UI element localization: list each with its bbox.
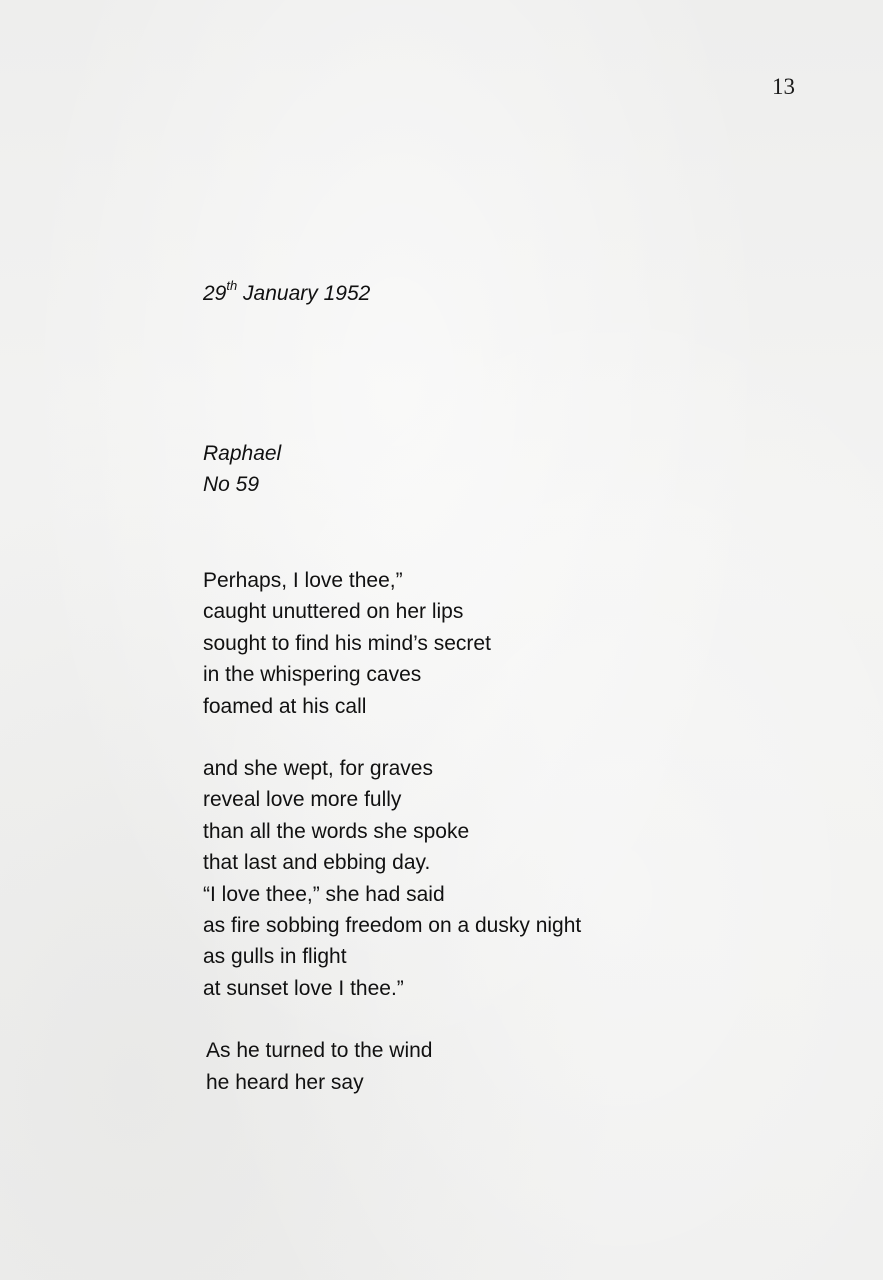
poem-line: sought to find his mind’s secret (203, 631, 491, 655)
poem-stanza-1 (203, 565, 581, 722)
poem-line: at sunset love I thee.” (203, 976, 404, 1000)
date-day-suffix: th (226, 278, 238, 293)
poem-line: as fire sobbing freedom on a dusky night (203, 914, 582, 938)
poem-heading (203, 438, 281, 500)
poem-line: reveal love more fully (203, 788, 402, 812)
poem-line: “I love thee,” she had said (203, 882, 445, 906)
page-number: 13 (772, 74, 795, 99)
poem-line: as gulls in flight (203, 945, 347, 969)
poem-line: foamed at his call (203, 694, 367, 718)
poem-title: Raphael (203, 442, 282, 465)
date-month-year: January 1952 (243, 282, 371, 305)
poem-line: Perhaps, I love thee,” (203, 569, 403, 592)
poem-line: than all the words she spoke (203, 819, 470, 843)
poem-line: he heard her say (206, 1070, 364, 1094)
poem-body (203, 565, 581, 1098)
poem-line: and she wept, for graves (203, 757, 433, 781)
poem-line: that last and ebbing day. (203, 851, 431, 875)
poem-date (203, 280, 370, 306)
poem-line: in the whispering caves (203, 663, 422, 687)
date-day: 29 (203, 282, 227, 305)
poem-stanza-2 (203, 753, 581, 1004)
poem-line: caught unuttered on her lips (203, 600, 464, 624)
poem-line: As he turned to the wind (206, 1039, 433, 1063)
poem-stanza-3 (203, 1035, 581, 1098)
poem-number: No 59 (203, 473, 260, 496)
